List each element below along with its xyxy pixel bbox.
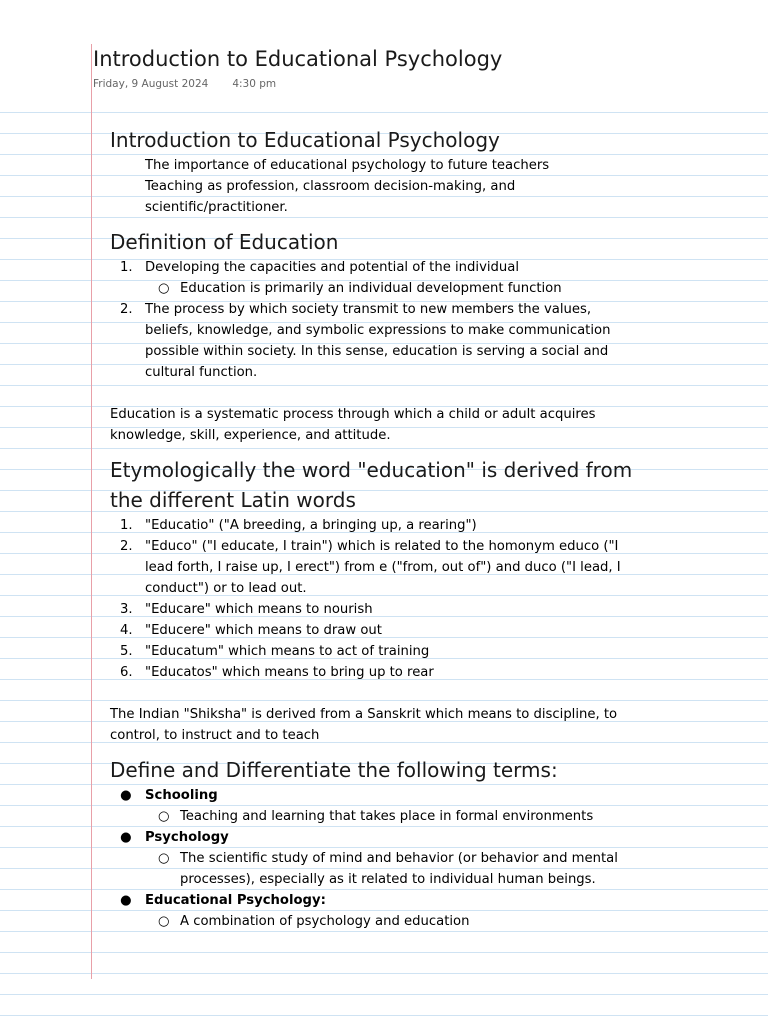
margin-line	[91, 44, 92, 979]
terms-list	[110, 785, 710, 932]
paragraph: knowledge, skill, experience, and attitude.	[110, 428, 391, 443]
paragraph: control, to instruct and to teach	[110, 728, 320, 743]
list-item: ● Educational Psychology:	[120, 893, 326, 908]
paragraph: Education is a systematic process through which a child or adult acquires	[110, 407, 596, 422]
list-item: 1. Developing the capacities and potential of the individual	[120, 260, 520, 275]
list-item: 4. "Educere" which means to draw out	[120, 623, 382, 638]
intro-line: scientific/practitioner.	[145, 200, 288, 215]
sub-list-item: ○ Teaching and learning that takes place in formal environments	[158, 809, 594, 824]
list-item: ● Psychology	[120, 830, 229, 845]
heading-intro: Introduction to Educational Psychology	[110, 128, 500, 152]
page-title[interactable]: Introduction to Educational Psychology	[93, 47, 503, 71]
list-item-cont: possible within society. In this sense, education is serving a social and	[145, 344, 609, 359]
list-item: 2. "Educo" ("I educate, I train") which is related to the homonym educo ("I	[120, 539, 619, 554]
page-date: Friday, 9 August 2024	[93, 78, 209, 90]
sub-list-item: ○ Education is primarily an individual development function	[158, 281, 562, 296]
note-content[interactable]	[110, 125, 710, 932]
list-item: 5. "Educatum" which means to act of training	[120, 644, 430, 659]
sub-list-item-cont: processes), especially as it related to individual human beings.	[180, 872, 596, 887]
list-item-cont: lead forth, I raise up, I erect") from e ("from, out of") and duco ("I lead, I	[145, 560, 621, 575]
page-time: 4:30 pm	[232, 78, 277, 90]
list-item: 6. "Educatos" which means to bring up to rear	[120, 665, 434, 680]
list-item-cont: conduct") or to lead out.	[145, 581, 307, 596]
list-item-cont: beliefs, knowledge, and symbolic expressions to make communication	[145, 323, 611, 338]
list-item-cont: cultural function.	[145, 365, 258, 380]
list-item: ● Schooling	[120, 788, 218, 803]
etymology-list	[110, 515, 710, 683]
page-meta	[93, 78, 276, 90]
heading-etymology: the different Latin words	[110, 488, 356, 512]
sub-list-item: ○ The scientific study of mind and behavior (or behavior and mental	[158, 851, 618, 866]
intro-line: Teaching as profession, classroom decision-making, and	[145, 179, 516, 194]
list-item: 2. The process by which society transmit to new members the values,	[120, 302, 592, 317]
intro-line: The importance of educational psychology to future teachers	[145, 158, 550, 173]
sub-list-item: ○ A combination of psychology and education	[158, 914, 470, 929]
paragraph: The Indian "Shiksha" is derived from a Sanskrit which means to discipline, to	[110, 707, 618, 722]
list-item: 1. "Educatio" ("A breeding, a bringing up, a rearing")	[120, 518, 477, 533]
definition-list	[110, 257, 710, 383]
heading-definition: Definition of Education	[110, 230, 339, 254]
heading-define: Define and Differentiate the following terms:	[110, 758, 558, 782]
list-item: 3. "Educare" which means to nourish	[120, 602, 373, 617]
heading-etymology: Etymologically the word "education" is derived from	[110, 458, 633, 482]
